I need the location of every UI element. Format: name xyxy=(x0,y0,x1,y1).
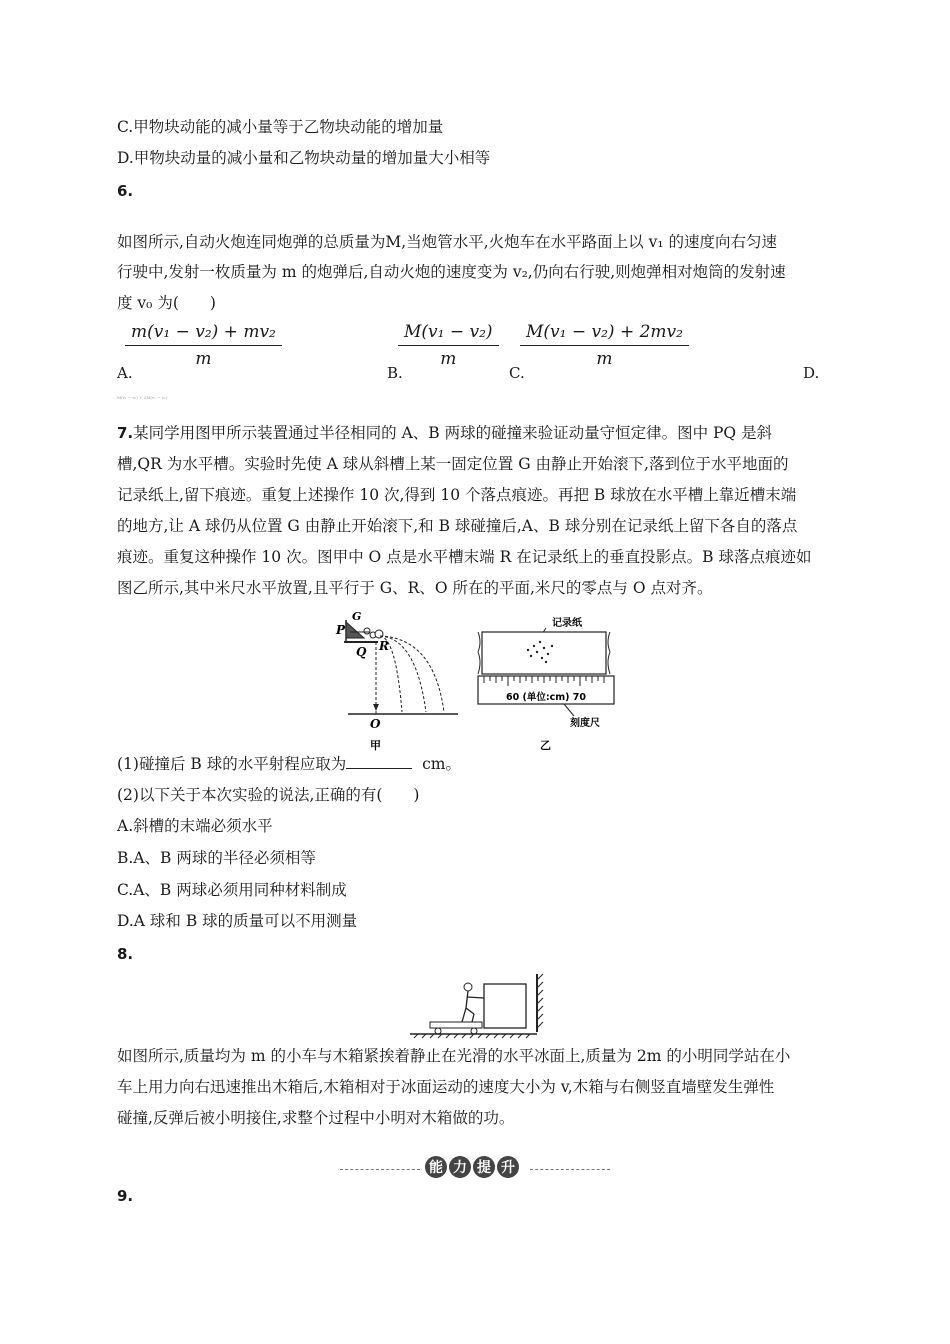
section-divider-right xyxy=(530,1169,610,1170)
q8-stem-line2: 车上用力向右迅速推出木箱后,木箱相对于冰面运动的速度大小为 v,木箱与右侧竖直墙壁发生弹性 xyxy=(117,1078,775,1096)
q7-option-b: B.A、B 两球的半径必须相等 xyxy=(117,849,316,867)
label-g: G xyxy=(352,612,362,623)
q7-stem-line6: 图乙所示,其中米尺水平放置,且平行于 G、R、O 所在的平面,米尺的零点与 O 点对齐。 xyxy=(117,579,713,597)
q7-stem-line4: 的地方,让 A 球仍从位置 G 由静止开始滚下,和 B 球碰撞后,A、B 球分别在记录纸上留下各自的落点 xyxy=(117,517,798,535)
section-char-1: 能 xyxy=(425,1156,447,1178)
q7-stem-line3: 记录纸上,留下痕迹。重复上述操作 10 次,得到 10 个落点痕迹。再把 B 球放在水平槽上靠近槽末端 xyxy=(117,486,797,504)
label-record-paper: 记录纸 xyxy=(552,618,582,629)
q9-number: 9. xyxy=(117,1187,134,1205)
q6-stem-line1: 如图所示,自动火炮连同炮弹的总质量为M,当炮管水平,火炮车在水平路面上以 v₁ 的速度向右匀速 xyxy=(117,233,777,251)
q7-sub1-unit: cm。 xyxy=(422,755,461,773)
q7-option-c: C.A、B 两球必须用同种材料制成 xyxy=(117,881,347,899)
section-char-2: 力 xyxy=(449,1156,471,1178)
q6-b-numerator: M(v₁ − v₂) xyxy=(398,322,499,346)
section-divider-left xyxy=(340,1169,420,1170)
q6-stem-line3: 度 v₀ 为( ) xyxy=(117,294,216,312)
q6-option-a-formula xyxy=(125,322,282,369)
q7-option-a: A.斜槽的末端必须水平 xyxy=(117,817,273,835)
figure-jia-apparatus xyxy=(330,612,465,754)
label-jia: 甲 xyxy=(370,739,381,752)
q6-stem-line2: 行驶中,发射一枚质量为 m 的炮弹后,自动火炮的速度变为 v₂,仍向右行驶,则炮弹相对炮筒的发射速 xyxy=(117,263,786,281)
label-p: P xyxy=(336,623,346,637)
label-q: Q xyxy=(356,645,367,659)
label-r: R xyxy=(379,639,389,653)
figure-yi-ruler xyxy=(470,612,620,754)
q7-number: 7. xyxy=(117,424,134,442)
q6-option-c-label: C. xyxy=(509,364,525,382)
q5-option-c: C.甲物块动能的减小量等于乙物块动能的增加量 xyxy=(117,118,444,136)
q6-a-numerator: m(v₁ − v₂) + mv₂ xyxy=(125,322,282,346)
q6-option-d-label: D. xyxy=(803,364,820,382)
section-title xyxy=(425,1156,519,1178)
q6-a-denominator: m xyxy=(195,349,212,369)
label-yi: 乙 xyxy=(540,739,551,752)
ruler-scale-label: 60 (单位:cm) 70 xyxy=(505,692,587,703)
q6-c-numerator: M(v₁ − v₂) + 2mv₂ xyxy=(520,322,689,346)
q6-option-c-formula xyxy=(520,322,689,369)
label-ruler: 刻度尺 xyxy=(570,718,600,729)
q8-stem-line1: 如图所示,质量均为 m 的小车与木箱紧挨着静止在光滑的水平冰面上,质量为 2m 的小明同学站在小 xyxy=(117,1047,791,1065)
label-o: O xyxy=(370,717,381,731)
q7-sub2: (2)以下关于本次实验的说法,正确的有( ) xyxy=(117,786,420,804)
figure-cart-box-wall xyxy=(406,970,546,1040)
q7-stem-line2: 槽,QR 为水平槽。实验时先使 A 球从斜槽上某一固定位置 G 由静止开始滚下,落到位于水平地面的 xyxy=(117,455,789,473)
q7-sub1 xyxy=(117,754,461,774)
q6-number: 6. xyxy=(117,182,134,200)
q7-stem-line1-text: 某同学用图甲所示装置通过半径相同的 A、B 两球的碰撞来验证动量守恒定律。图中 PQ 是斜 xyxy=(133,424,773,442)
q6-c-denominator: m xyxy=(596,349,613,369)
q6-option-b-label: B. xyxy=(387,364,403,382)
q7-stem-line1 xyxy=(117,423,772,443)
q7-option-d: D.A 球和 B 球的质量可以不用测量 xyxy=(117,912,358,930)
section-char-3: 提 xyxy=(473,1156,495,1178)
q5-option-d: D.甲物块动量的减小量和乙物块动量的增加量大小相等 xyxy=(117,149,491,167)
q8-number: 8. xyxy=(117,945,134,963)
q7-sub1-blank[interactable] xyxy=(346,754,412,769)
q7-stem-line5: 痕迹。重复这种操作 10 次。图甲中 O 点是水平槽末端 R 在记录纸上的垂直投影点。B 球落点痕迹如 xyxy=(117,548,812,566)
section-heading-ability xyxy=(340,1156,610,1182)
q6-option-a-label: A. xyxy=(117,364,133,382)
q6-option-b-formula xyxy=(398,322,499,369)
section-char-4: 升 xyxy=(497,1156,519,1178)
q8-stem-line3: 碰撞,反弹后被小明接住,求整个过程中小明对木箱做的功。 xyxy=(117,1109,515,1127)
q6-option-d-formula-tiny: M(v₁ − v₂) + 2M(v₁ − v₂) xyxy=(117,395,168,400)
q6-b-denominator: m xyxy=(440,349,457,369)
q7-sub1-text: (1)碰撞后 B 球的水平射程应取为 xyxy=(117,755,347,773)
